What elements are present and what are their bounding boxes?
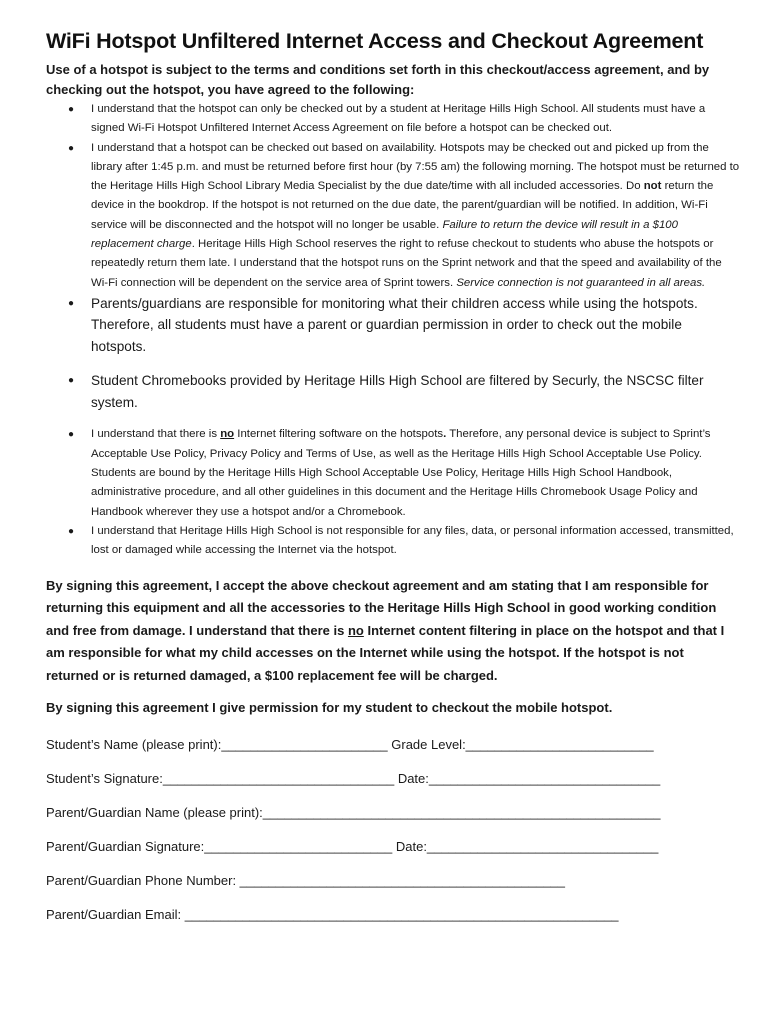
list-item — [46, 100, 740, 139]
emphasis-period: . — [443, 428, 447, 441]
form-row-student-name — [46, 728, 740, 762]
permission-statement: By signing this agreement I give permission for my student to checkout the mobile hotspot. — [46, 699, 613, 715]
term-availability-text-2: return the device in the bookdrop. If the hotspot is not returned on the due date, the parent/guardian will be notified. In addition, Wi-Fi service will be disconnected and the hotspot will no longer be usable. — [91, 180, 714, 231]
form-row-student-signature — [46, 762, 740, 796]
list-item — [46, 293, 740, 358]
grade-level-field[interactable]: Grade Level:__________________________ — [387, 736, 654, 752]
term-no-filter-text-3: Therefore, any personal device is subject to Sprint’s Acceptable Use Policy, Privacy Policy and Terms of Use, as well as the Heritage Hills High School Acceptable Use Policy. Students are bound by the Heritage Hills High School Acceptable Use Policy, Heritage Hills High School Handbook, administrative procedure, and all other guidelines in this document and the Heritage Hills Chromebook Usage Policy and Handbook wherever they use a hotspot and/or a Chromebook. — [91, 428, 711, 518]
list-item — [46, 425, 740, 521]
term-liability: I understand that Heritage Hills High School is not responsible for any files, data, or personal information accessed, transmitted, lost or damaged while accessing the Internet via the hotspot. — [91, 524, 734, 557]
bullet-icon: ● — [68, 142, 75, 154]
bullet-icon: ● — [68, 297, 75, 309]
emphasis-no: no — [220, 428, 235, 441]
service-guarantee-note: Service connection is not guaranteed in all areas. — [456, 276, 706, 289]
list-item — [46, 370, 740, 413]
term-availability-text-3: . Heritage Hills High School reserves the right to refuse checkout to students who abuse the hotspots or repeatedly return them late. I understand that the hotspot runs on the Sprint network and that the speed and availability of the Wi-Fi connection will be dependent on the service area of Sprint towers. — [91, 238, 722, 289]
guardian-signature-field[interactable]: Parent/Guardian Signature:__________________________ — [46, 838, 393, 854]
student-name-field[interactable]: Student’s Name (please print):_______________________ — [46, 736, 388, 752]
emphasis-not: not — [643, 180, 662, 193]
closing-text-2: Internet content filtering in place on the hotspot and that I am responsible for what my child accesses on the Internet while using the hotspot. If the hotspot is not returned or is returned damaged, a $100 replacement fee will be charged. — [46, 622, 725, 683]
bullet-icon: ● — [68, 104, 75, 115]
page-title: WiFi Hotspot Unfiltered Internet Access and Checkout Agreement — [46, 29, 704, 53]
guardian-phone-field[interactable]: Parent/Guardian Phone Number: _____________________________________________ — [46, 872, 566, 888]
student-date-field[interactable]: Date:________________________________ — [394, 770, 661, 786]
student-signature-field[interactable]: Student’s Signature:________________________________ — [46, 770, 395, 786]
guardian-date-field[interactable]: Date:________________________________ — [392, 838, 659, 854]
closing-statement — [46, 575, 740, 688]
term-parent-monitoring: Parents/guardians are responsible for monitoring what their children access while using the hotspots. Therefore, all students must have a parent or guardian permission in order to check out the mobile hotspots. — [91, 295, 698, 354]
form-row-guardian-name — [46, 796, 740, 830]
replacement-charge-note: Failure to return the device will result in a $100 replacement charge — [91, 218, 678, 251]
terms-list — [46, 100, 740, 561]
guardian-name-field[interactable]: Parent/Guardian Name (please print):_______________________________________________________ — [46, 804, 661, 820]
bullet-icon: ● — [68, 429, 75, 441]
bullet-icon: ● — [68, 525, 75, 537]
term-checkout-eligibility: I understand that the hotspot can only be checked out by a student at Heritage Hills High School. All students must have a signed Wi-Fi Hotspot Unfiltered Internet Access Agreement on file before a hotspot can be checked out. — [91, 103, 706, 135]
term-chromebook-filter: Student Chromebooks provided by Heritage Hills High School are filtered by Securly, the NSCSC filter system. — [91, 373, 704, 410]
list-item — [46, 522, 740, 561]
bullet-icon: ● — [68, 375, 75, 387]
signature-form — [46, 728, 740, 932]
term-no-filter-text-2: Internet filtering software on the hotspots — [234, 428, 444, 441]
guardian-email-field[interactable]: Parent/Guardian Email: ____________________________________________________________ — [46, 906, 619, 922]
term-availability-text: I understand that a hotspot can be checked out based on availability. Hotspots may be checked out and picked up from the library after 1:45 p.m. and must be returned before first hour (by 7:55 am) the following morning. The hotspot must be returned to the Heritage Hills High School Library Media Specialist by the due date/time with all included accessories. Do — [91, 141, 740, 193]
form-row-guardian-signature — [46, 830, 740, 864]
closing-text: By signing this agreement, I accept the above checkout agreement and am stating that I am responsible for returning this equipment and all the accessories to the Heritage Hills High School in good working condition and free from damage. I understand that there is — [46, 577, 717, 638]
term-no-filter-text: I understand that there is — [91, 428, 221, 441]
intro-paragraph: Use of a hotspot is subject to the terms and conditions set forth in this checkout/access agreement, and by checking out the hotspot, you have agreed to the following: — [46, 62, 710, 97]
form-row-guardian-phone — [46, 864, 740, 898]
form-row-guardian-email — [46, 898, 740, 932]
closing-emphasis-no: no — [347, 622, 364, 638]
list-item — [46, 139, 740, 293]
